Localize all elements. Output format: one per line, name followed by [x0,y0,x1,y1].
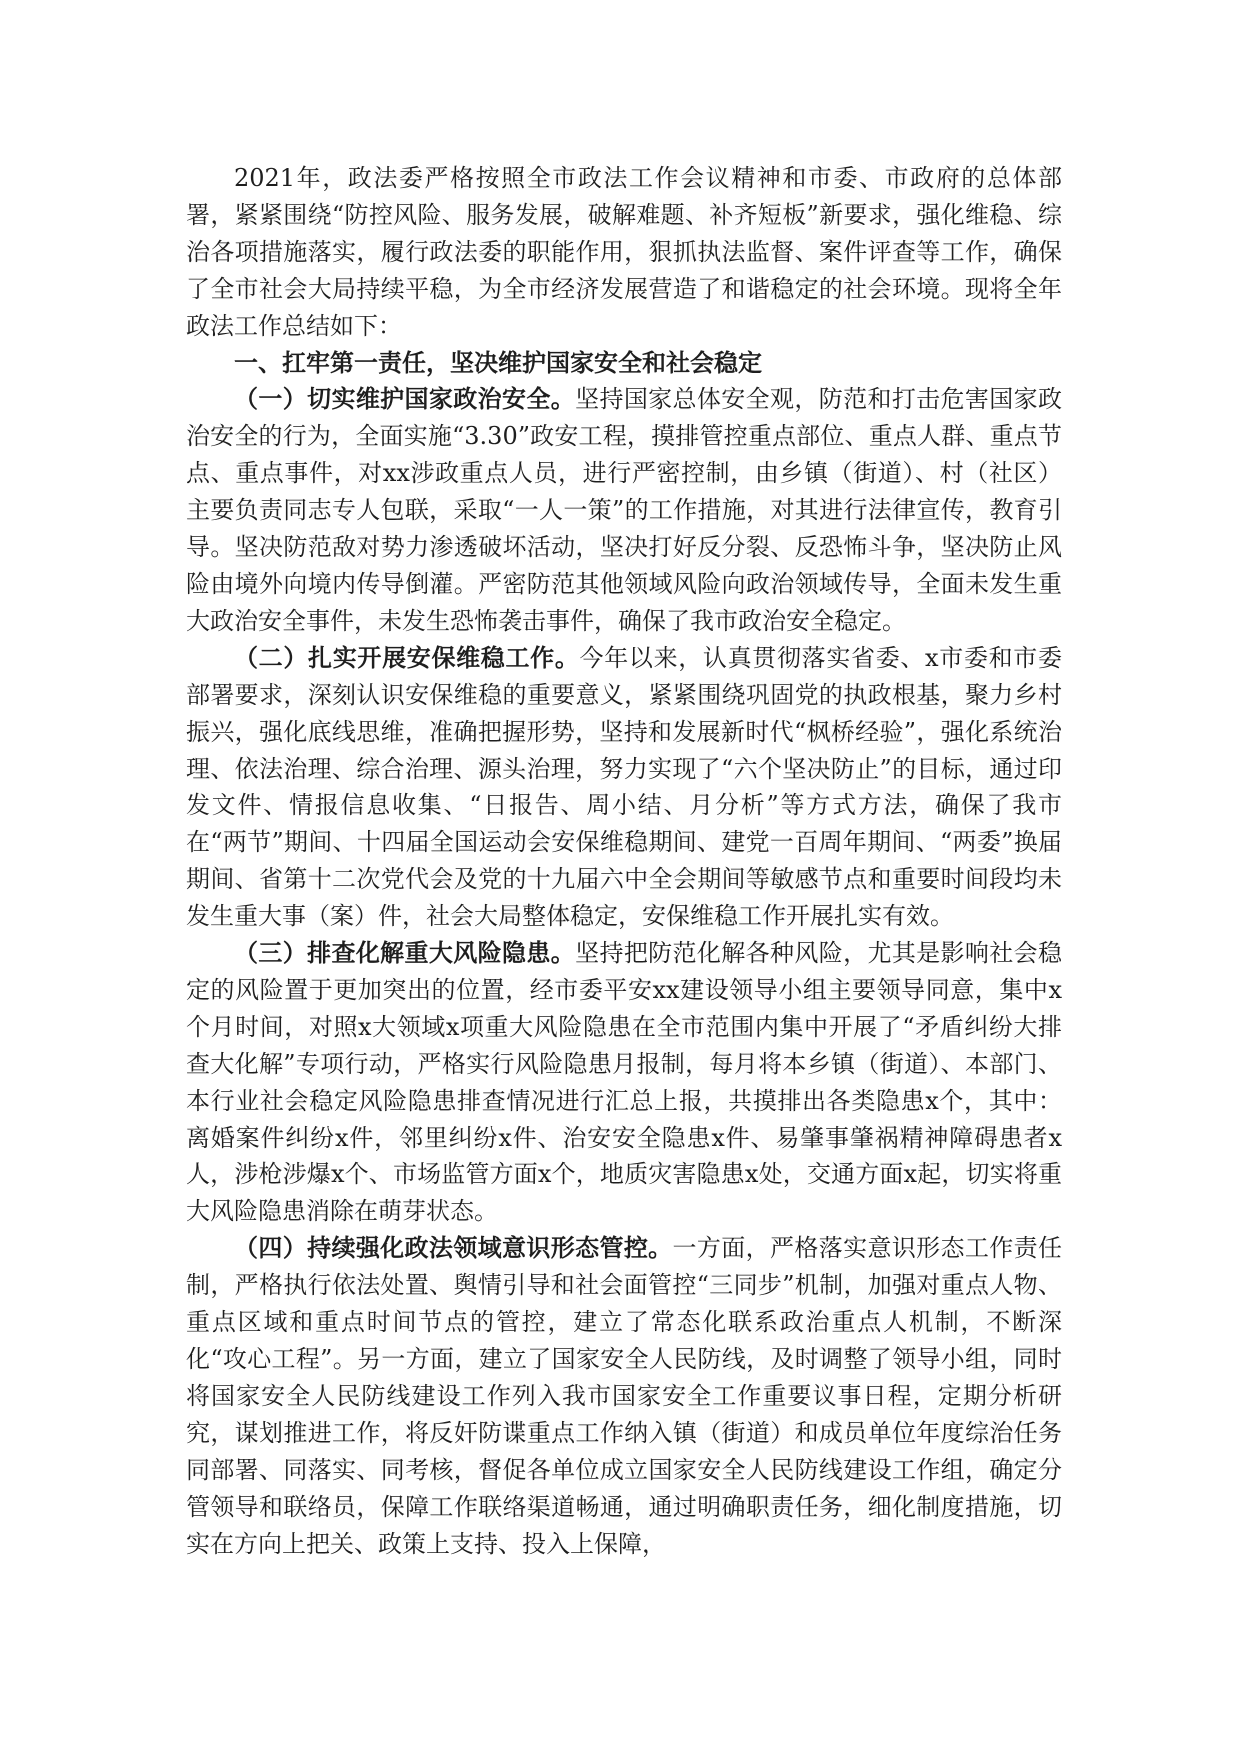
item-paragraph-3 [186,935,1062,1230]
section-heading: 一、扛牢第一责任，坚决维护国家安全和社会稳定 [234,347,762,377]
item-lead: （二）扎实开展安保维稳工作。 [234,642,580,672]
item-lead: （四）持续强化政法领域意识形态管控。 [234,1233,673,1263]
item-paragraph-1 [186,381,1062,639]
item-body: 今年以来，认真贯彻落实省委、x市委和市委部署要求，深刻认识安保维稳的重要意义，紧紧围绕巩固党的执政根基，聚力乡村振兴，强化底线思维，准确把握形势，坚持和发展新时代“枫桥经验”，强化系统治理、依法治理、综合治理、源头治理，努力实现了“六个坚决防止”的目标，通过印发文件、情报信息收集、“日报告、周小结、月分析”等方式方法，确保了我市在“两节”期间、十四届全国运动会安保维稳期间、建党一百周年期间、“两委”换届期间、省第十二次党代会及党的十九届六中全会期间等敏感节点和重要时间段均未发生重大事（案）件，社会大局整体稳定，安保维稳工作开展扎实有效。 [186,643,1062,931]
intro-paragraph: 2021年，政法委严格按照全市政法工作会议精神和市委、市政府的总体部署，紧紧围绕“防控风险、服务发展，破解难题、补齐短板”新要求，强化维稳、综治各项措施落实，履行政法委的职能作用，狠抓执法监督、案件评查等工作，确保了全市社会大局持续平稳，为全市经济发展营造了和谐稳定的社会环境。现将全年政法工作总结如下： [186,164,1062,340]
item-lead: （三）排查化解重大风险隐患。 [234,938,576,968]
item-body: 坚持把防范化解各种风险，尤其是影响社会稳定的风险置于更加突出的位置，经市委平安xx建设领导小组主要领导同意，集中x个月时间，对照x大领域x项重大风险隐患在全市范围内集中开展了“矛盾纠纷大排查大化解”专项行动，严格实行风险隐患月报制，每月将本乡镇（街道）、本部门、本行业社会稳定风险隐患排查情况进行汇总上报，共摸排出各类隐患x个，其中：离婚案件纠纷x件，邻里纠纷x件、治安安全隐患x件、易肇事肇祸精神障碍患者x人，涉枪涉爆x个、市场监管方面x个，地质灾害隐患x处，交通方面x起，切实将重大风险隐患消除在萌芽状态。 [186,939,1063,1226]
item-lead: （一）切实维护国家政治安全。 [234,384,576,414]
item-body: 一方面，严格落实意识形态工作责任制，严格执行依法处置、舆情引导和社会面管控“三同步”机制，加强对重点人物、重点区域和重点时间节点的管控，建立了常态化联系政治重点人机制，不断深化“攻心工程”。另一方面，建立了国家安全人民防线，及时调整了领导小组，同时将国家安全人民防线建设工作列入我市国家安全工作重要议事日程，定期分析研究，谋划推进工作，将反奸防谍重点工作纳入镇（街道）和成员单位年度综治任务同部署、同落实、同考核，督促各单位成立国家安全人民防线建设工作组，确定分管领导和联络员，保障工作联络渠道畅通，通过明确职责任务，细化制度措施，切实在方向上把关、政策上支持、投入上保障， [186,1234,1063,1558]
item-paragraph-4 [186,1230,1062,1562]
item-body: 坚持国家总体安全观，防范和打击危害国家政治安全的行为，全面实施“3.30”政安工程，摸排管控重点部位、重点人群、重点节点、重点事件，对xx涉政重点人员，进行严密控制，由乡镇（街道）、村（社区）主要负责同志专人包联，采取“一人一策”的工作措施，对其进行法律宣传，教育引导。坚决防范敌对势力渗透破坏活动，坚决打好反分裂、反恐怖斗争，坚决防止风险由境外向境内传导倒灌。严密防范其他领域风险向政治领域传导，全面未发生重大政治安全事件，未发生恐怖袭击事件，确保了我市政治安全稳定。 [186,385,1063,635]
document-body [186,160,1062,1562]
item-paragraph-2 [186,640,1062,935]
